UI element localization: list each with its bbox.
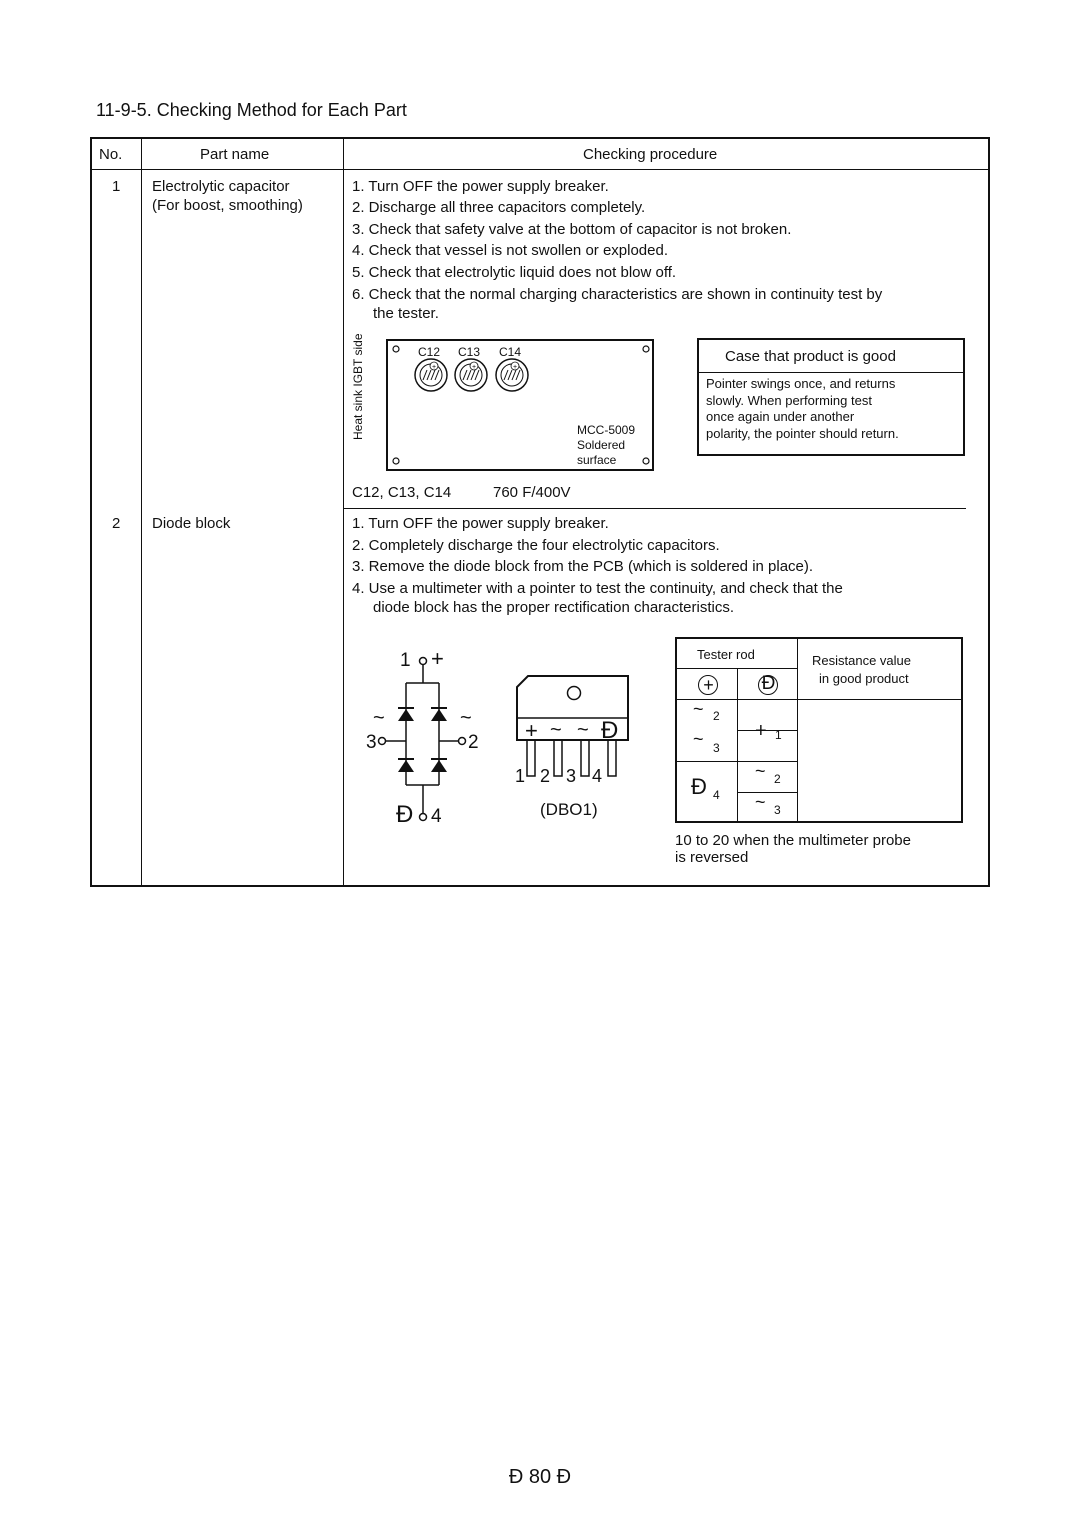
pin-symbol: +	[525, 718, 538, 743]
procedure-step: 3. Remove the diode block from the PCB (which is soldered in place).	[352, 558, 814, 575]
resistance-header: in good product	[819, 671, 909, 686]
tilde-symbol: ~	[755, 761, 766, 781]
column-divider	[141, 139, 142, 885]
tilde-subscript: 3	[774, 803, 781, 817]
good-case-title: Case that product is good	[725, 348, 896, 365]
capacitor-c13-icon	[455, 359, 487, 391]
soldered-label: surface	[577, 453, 617, 467]
section-title: 11-9-5. Checking Method for Each Part	[96, 100, 407, 120]
good-case-text: slowly. When performing test	[706, 393, 872, 408]
procedure-step: 3. Check that safety valve at the bottom of capacitor is not broken.	[352, 221, 792, 238]
part-name-detail: (For boost, smoothing)	[152, 197, 303, 214]
pin-symbol: ~	[550, 719, 562, 741]
pin-number: 2	[540, 766, 551, 786]
procedure-step: 5. Check that electrolytic liquid does not blow off.	[352, 264, 677, 281]
tester-table	[675, 637, 963, 823]
resistance-header: Resistance value	[812, 653, 911, 668]
capacitor-c12-icon	[415, 359, 447, 391]
pin-number: 4	[592, 766, 603, 786]
plus-symbol: +	[755, 720, 767, 742]
good-case-box	[697, 338, 965, 456]
tilde-symbol: ~	[755, 792, 766, 812]
pin-symbol: ~	[577, 719, 589, 741]
tilde-label: ~	[460, 707, 472, 729]
header-part-name: Part name	[200, 146, 270, 163]
minus-subscript: 4	[713, 788, 720, 802]
tilde-subscript: 2	[713, 709, 720, 723]
minus-probe-symbol: Đ	[761, 673, 776, 694]
header-procedure: Checking procedure	[583, 146, 718, 163]
row-number: 1	[112, 178, 121, 195]
column-divider	[343, 139, 344, 885]
minus-symbol: Đ	[691, 774, 707, 799]
package-name: (DBO1)	[540, 800, 598, 819]
tester-row-divider	[677, 761, 797, 762]
part-name: Electrolytic capacitor	[152, 178, 290, 195]
procedure-step: 4. Use a multimeter with a pointer to test the continuity, and check that the	[352, 580, 843, 597]
spec-value: 760 F/400V	[493, 484, 571, 501]
heat-sink-label: Heat sink IGBT side	[351, 333, 365, 440]
capacitor-label: C13	[458, 345, 481, 359]
tilde-subscript: 3	[713, 741, 720, 755]
svg-text:+: +	[512, 364, 518, 371]
tester-row-divider	[737, 792, 797, 793]
pin-symbol: Đ	[601, 717, 619, 744]
svg-text:+: +	[431, 364, 437, 371]
tester-row-divider	[737, 730, 797, 731]
plus-label: +	[431, 646, 444, 671]
procedure-step: 4. Check that vessel is not swollen or exploded.	[352, 242, 669, 259]
soldered-label: Soldered	[577, 438, 626, 452]
tester-col-divider	[797, 639, 798, 821]
good-case-text: polarity, the pointer should return.	[706, 426, 899, 441]
tilde-symbol: ~	[693, 729, 704, 749]
tester-rod-header: Tester rod	[697, 647, 755, 662]
good-case-divider	[699, 372, 963, 373]
good-case-text: Pointer swings once, and returns	[706, 376, 896, 391]
pin-number: 3	[566, 766, 577, 786]
procedure-step: 1. Turn OFF the power supply breaker.	[352, 515, 609, 532]
tilde-symbol: ~	[693, 699, 704, 719]
reverse-note: is reversed	[675, 849, 749, 866]
row-number: 2	[112, 515, 121, 532]
procedure-step: 6. Check that the normal charging characteristics are shown in continuity test by	[352, 286, 883, 303]
svg-text:+: +	[471, 364, 477, 371]
capacitor-c14-icon	[496, 359, 528, 391]
capacitor-label: C12	[418, 345, 441, 359]
plus-probe-symbol: +	[703, 675, 714, 695]
header-divider	[92, 169, 988, 170]
procedure-step: 1. Turn OFF the power supply breaker.	[352, 178, 609, 195]
procedure-step: 2. Completely discharge the four electrolytic capacitors.	[352, 537, 720, 554]
board-label: MCC-5009	[577, 423, 636, 437]
procedure-step-cont: the tester.	[373, 305, 439, 322]
tilde-subscript: 2	[774, 772, 781, 786]
node-1-label: 1	[400, 650, 411, 671]
tilde-label: ~	[373, 707, 385, 729]
page-number: Đ 80 Đ	[508, 1466, 572, 1488]
tester-col-divider	[737, 669, 738, 821]
tester-row-divider	[677, 668, 797, 669]
plus-subscript: 1	[775, 728, 782, 742]
node-2-label: 2	[468, 732, 479, 753]
node-4-label: 4	[431, 806, 442, 827]
procedure-step-cont: diode block has the proper rectification characteristics.	[373, 599, 735, 616]
part-name: Diode block	[152, 515, 231, 532]
capacitor-label: C14	[499, 345, 522, 359]
row-divider	[343, 508, 966, 509]
reverse-note: 10 to 20 when the multimeter probe	[675, 832, 911, 849]
minus-label: Đ	[396, 801, 414, 828]
header-no: No.	[99, 146, 123, 163]
spec-parts: C12, C13, C14	[352, 484, 452, 501]
pin-number: 1	[515, 766, 526, 786]
good-case-text: once again under another	[706, 409, 855, 424]
procedure-step: 2. Discharge all three capacitors completely.	[352, 199, 646, 216]
tester-row-divider	[677, 699, 961, 700]
node-3-label: 3	[366, 732, 377, 753]
